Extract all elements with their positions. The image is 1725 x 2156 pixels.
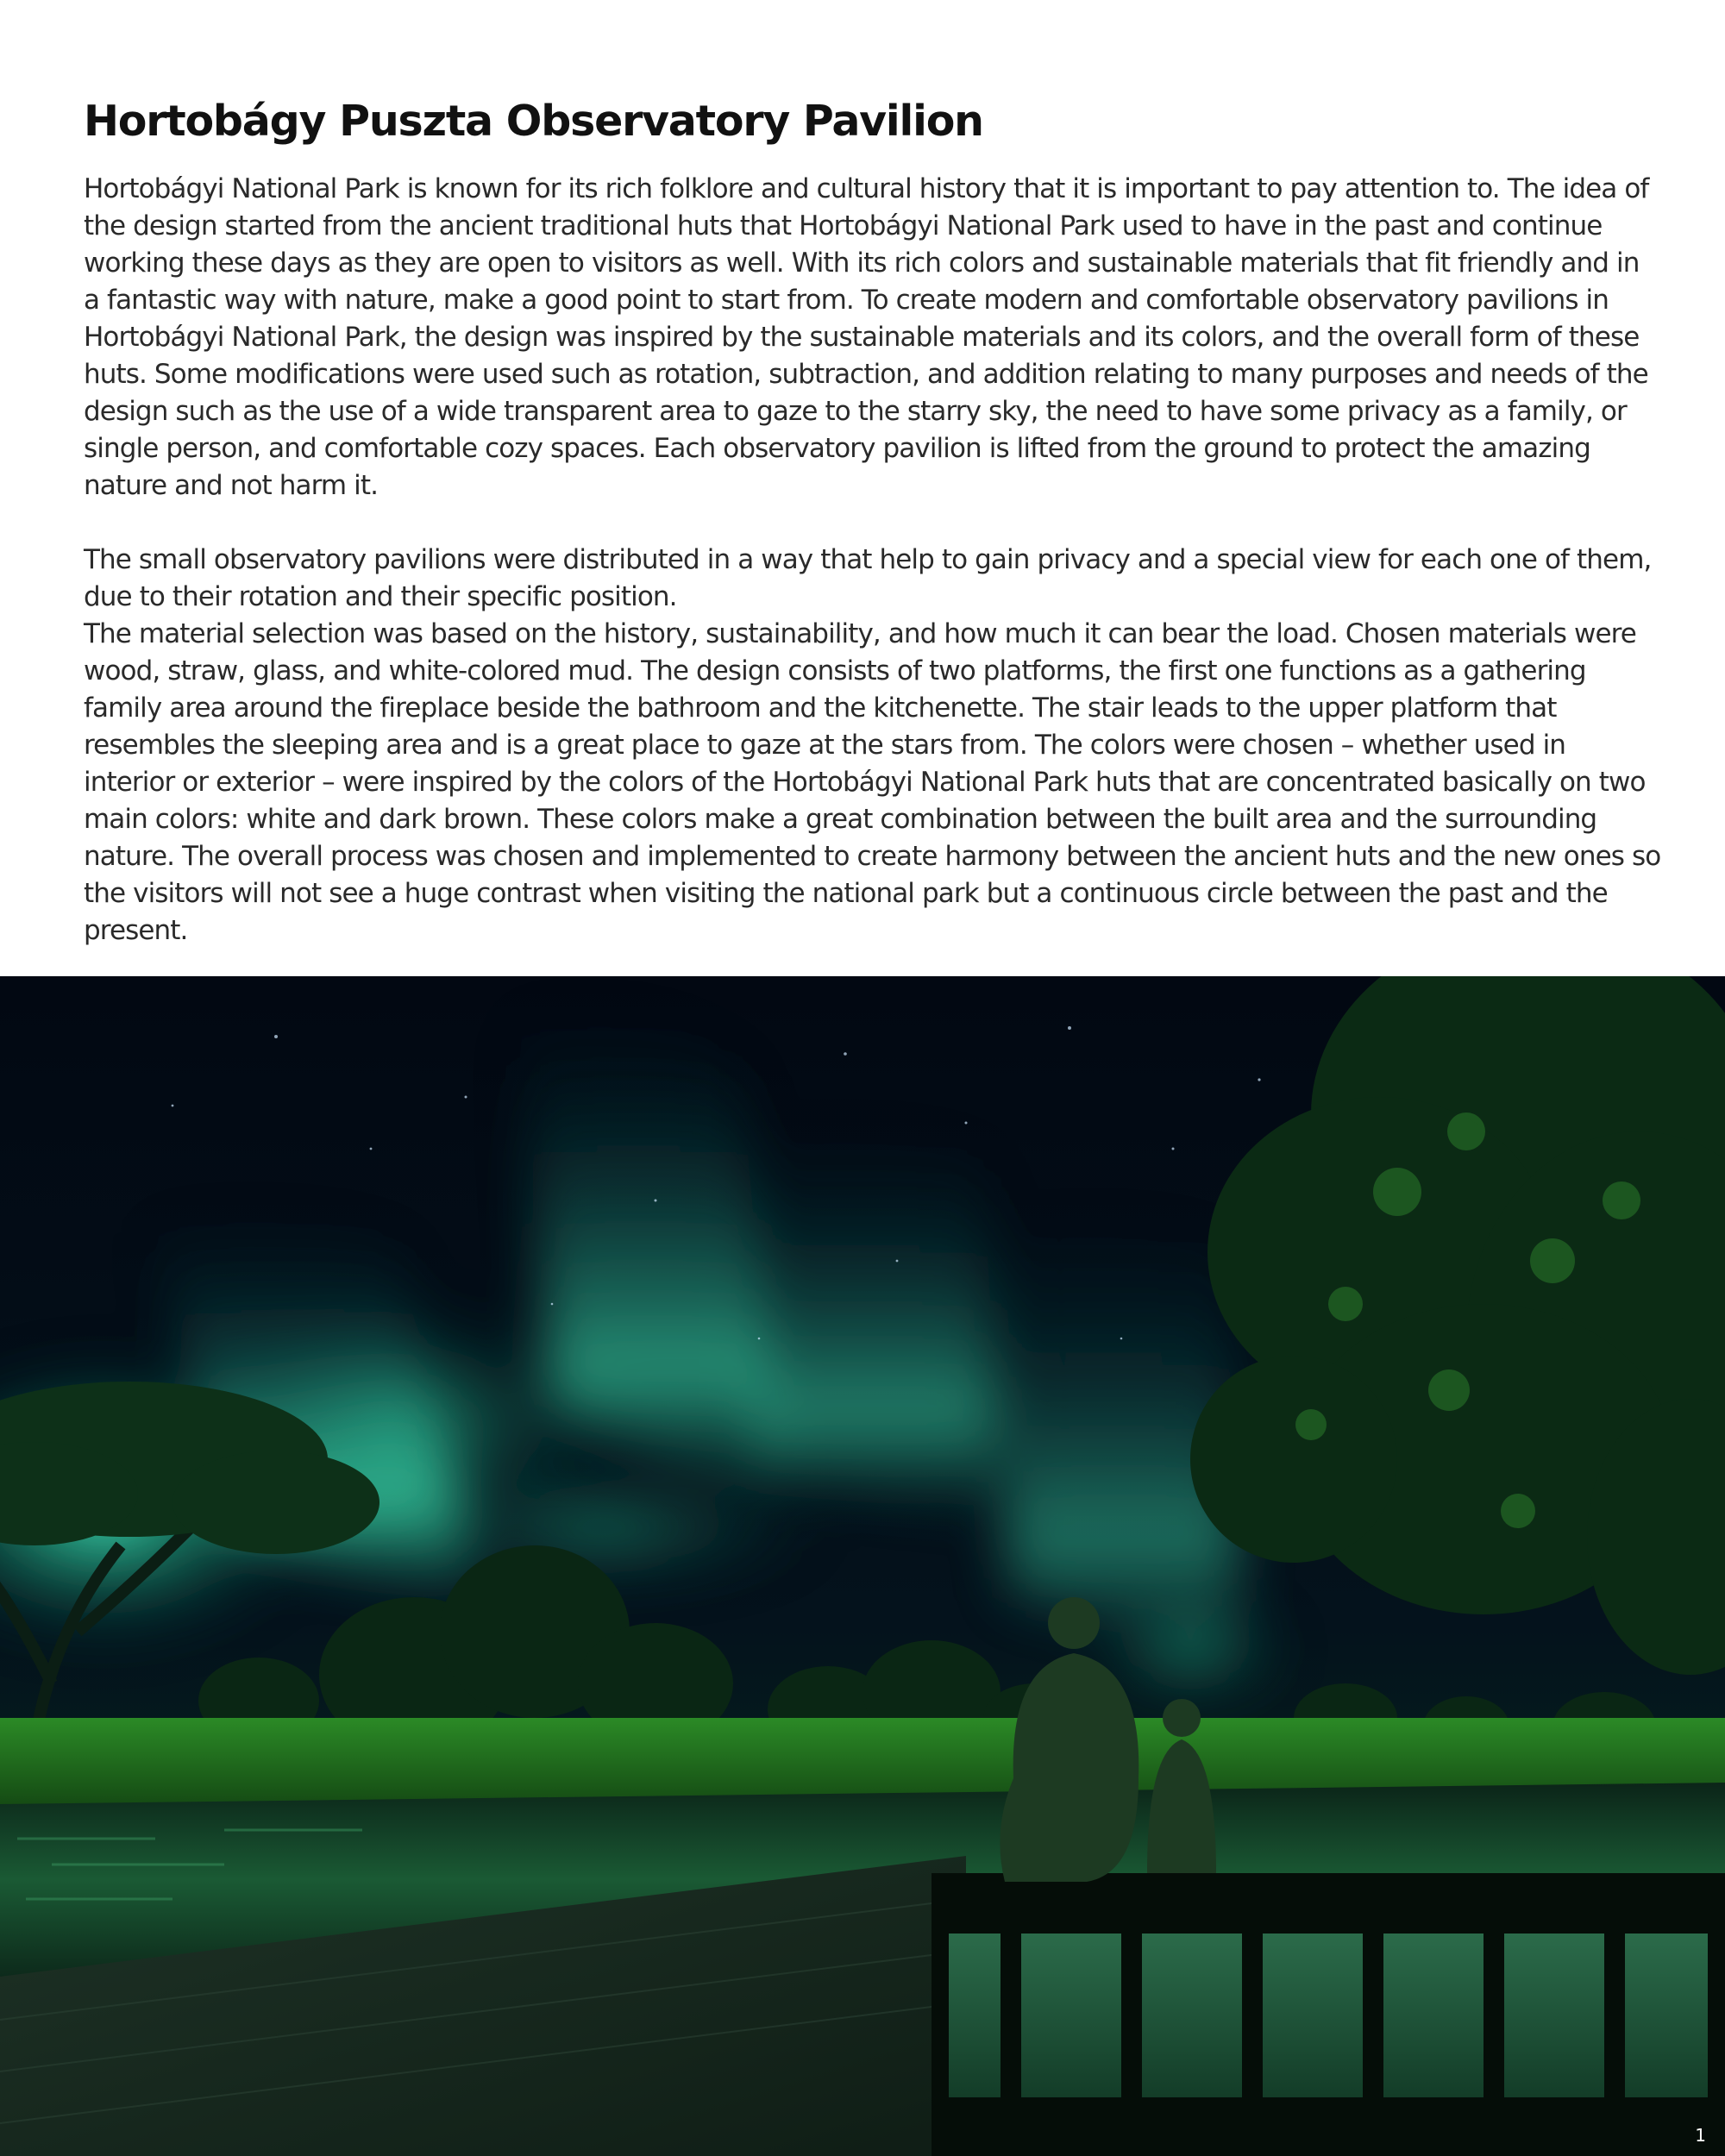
platform-view-water (949, 1934, 1708, 2106)
paragraph-distribution: The small observatory pavilions were distributed in a way that help to gain privacy and a special view for each one of them, due to their rotation and their specific position. (84, 544, 1652, 612)
render-illustration (0, 976, 1725, 2156)
paragraph-intro: Hortobágyi National Park is known for its rich folklore and cultural history that it is important to pay attention to. The idea of the design started from the ancient traditional huts that Hortobágyi National Park used to have in the past and continue working these days as they are open to visitors as well. With its rich colors and sustainable materials that fit friendly and in a fantastic way with nature, make a good point to start from. To create modern and comfortable observatory pavilions in Hortobágyi National Park, the design was inspired by the sustainable materials and its colors, and the overall form of these huts. Some modifications were used such as rotation, subtraction, and addition relating to many purposes and needs of the design such as the use of a wide transparent area to gaze to the starry sky, the need to have some privacy as a family, or single person, and comfortable cozy spaces. Each observatory pavilion is lifted from the ground to protect the amazing nature and not harm it. (84, 173, 1649, 501)
page-number: 1 (1695, 2125, 1706, 2146)
text-block (84, 91, 1662, 950)
page-title: Hortobágy Puszta Observatory Pavilion (84, 97, 983, 146)
aurora-night-render (0, 976, 1725, 2156)
paragraph-materials: The material selection was based on the history, sustainability, and how much it can bear the load. Chosen materials were wood, straw, glass, and white-colored mud. The design consists of two platforms, the first one functions as a gathering family area around the fireplace beside the bathroom and the kitchenette. The stair leads to the upper platform that resembles the sleeping area and is a great place to gaze at the stars from. The colors were chosen – whether used in interior or exterior – were inspired by the colors of the Hortobágyi National Park huts that are concentrated basically on two main colors: white and dark brown. These colors make a great combination between the built area and the surrounding nature. The overall process was chosen and implemented to create harmony between the ancient huts and the new ones so the visitors will not see a huge contrast when visiting the national park but a continuous circle between the past and the present. (84, 618, 1661, 946)
